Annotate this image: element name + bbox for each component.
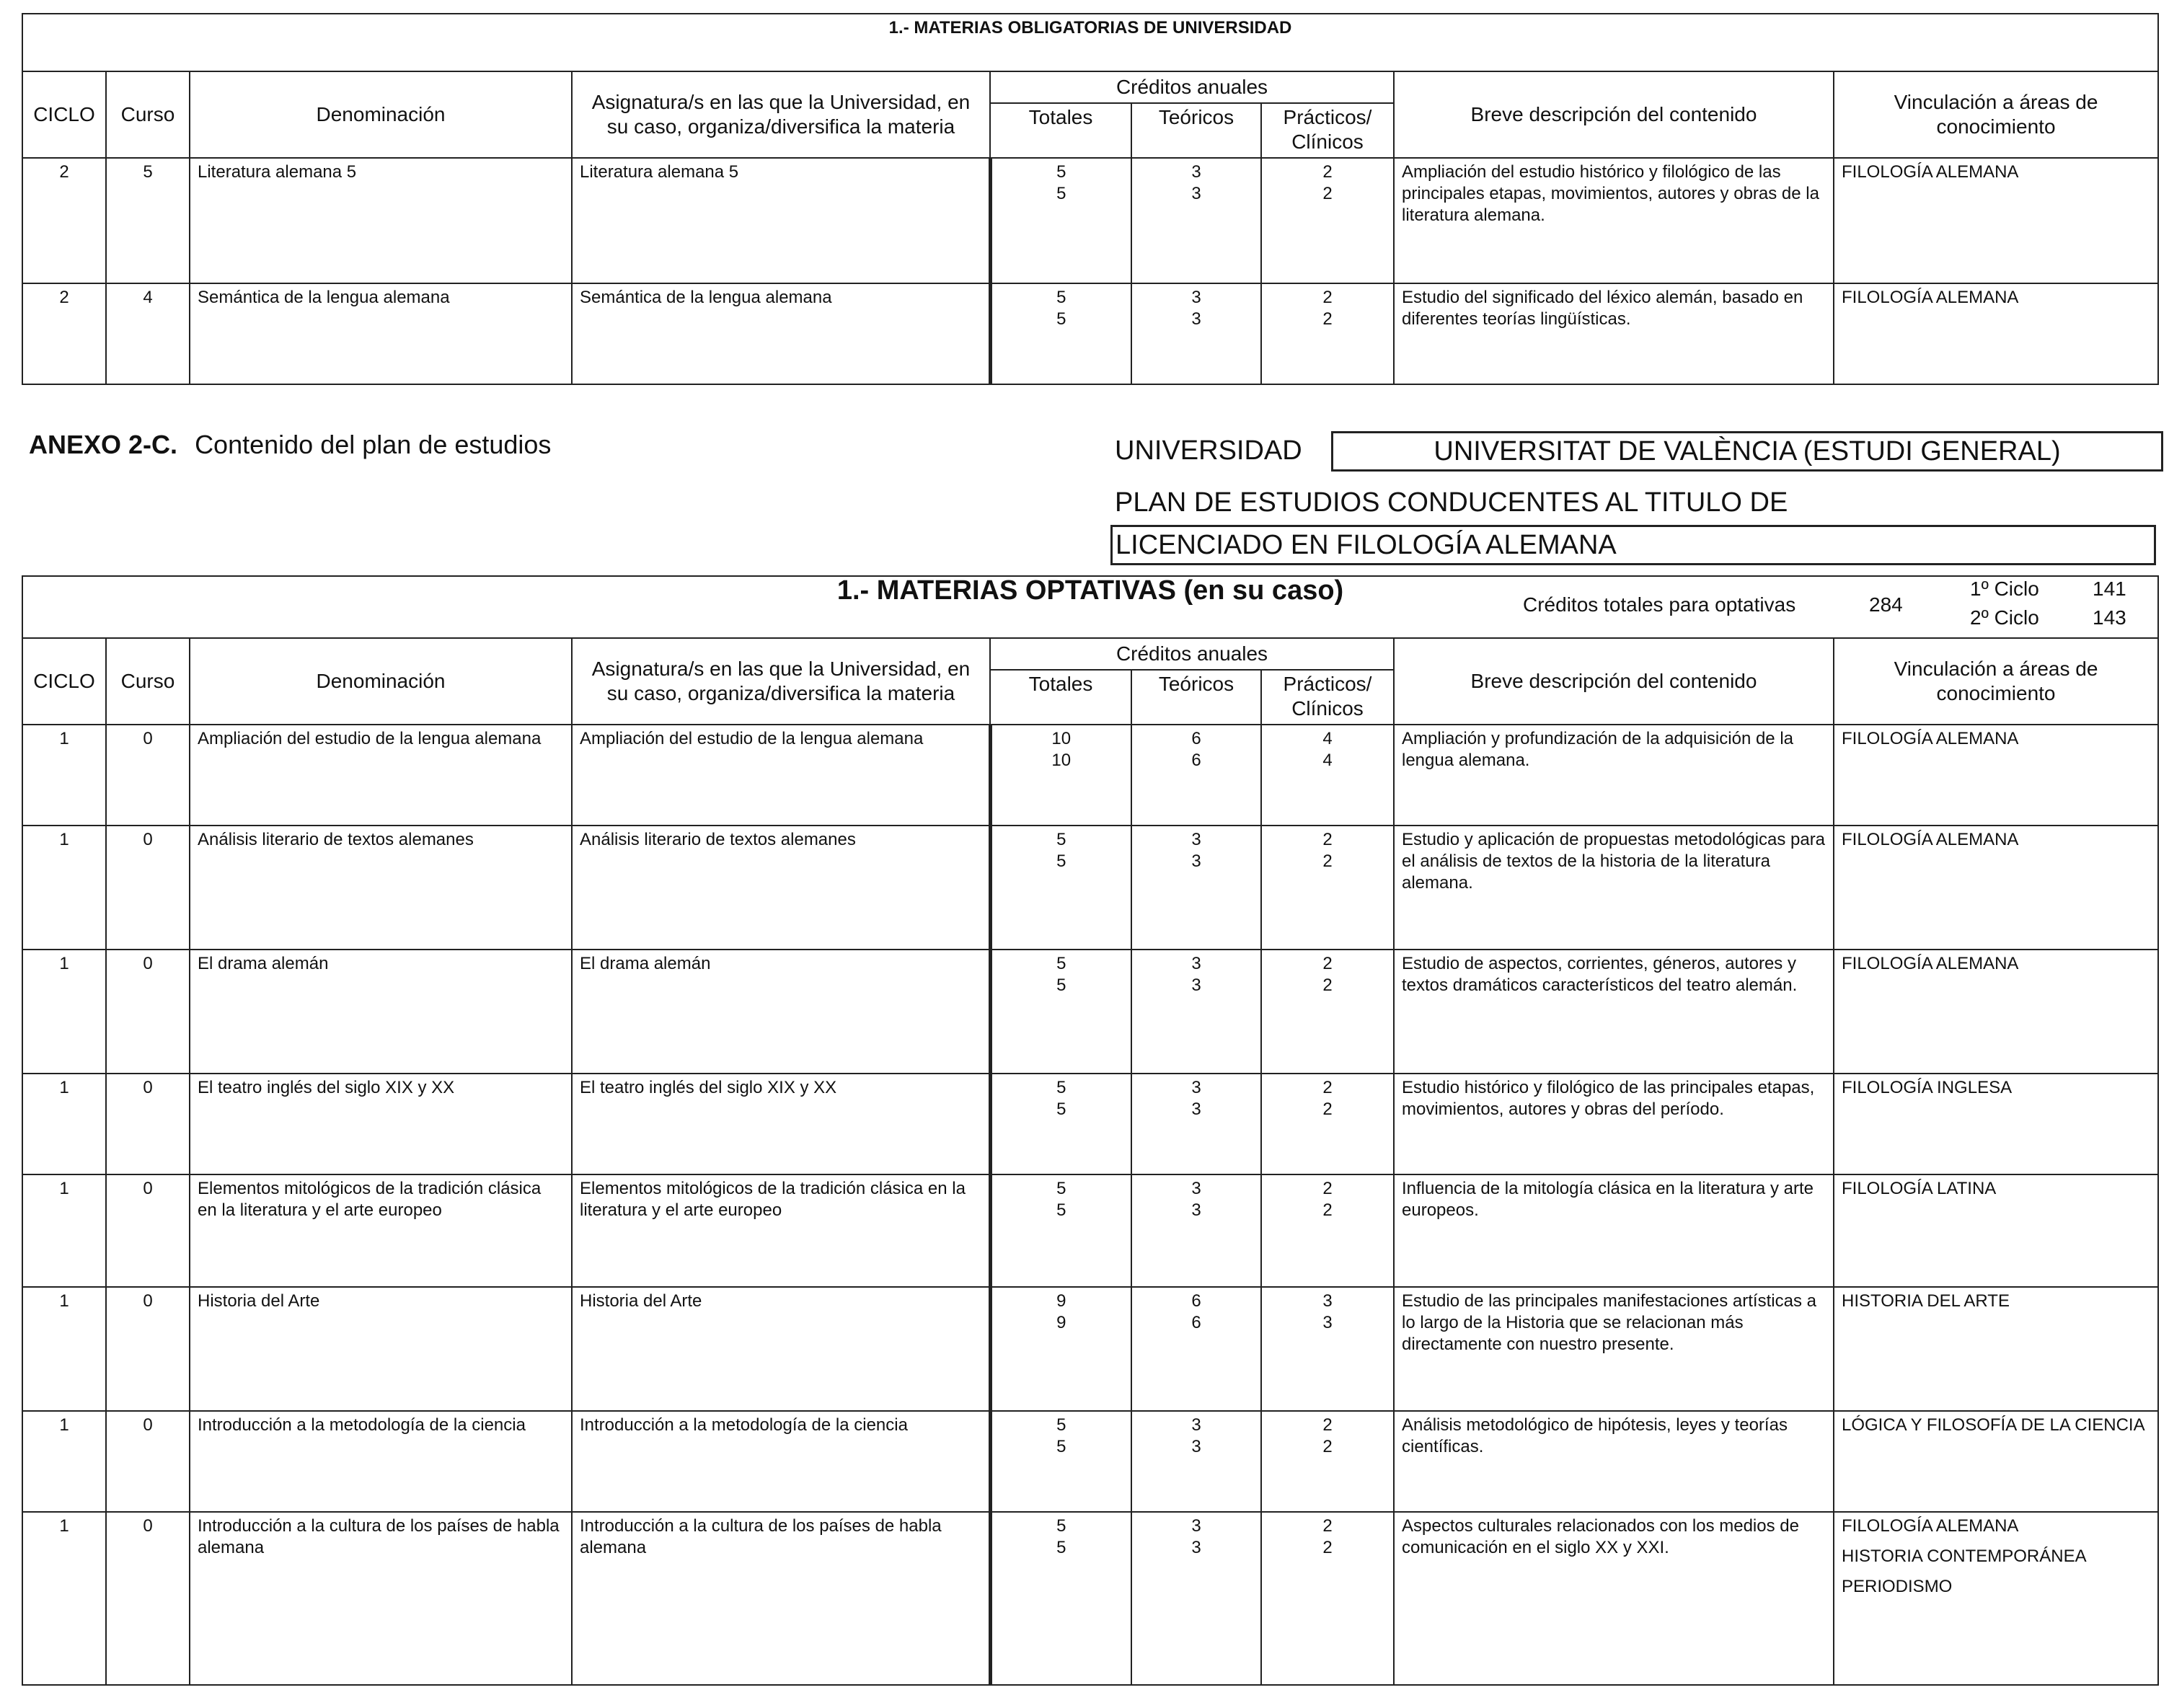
table-row bbox=[22, 1512, 2158, 1685]
table-row bbox=[22, 950, 2158, 1074]
area: FILOLOGÍA INGLESA bbox=[1834, 1074, 2158, 1174]
totales: 10 bbox=[1051, 751, 1072, 770]
curso: 0 bbox=[143, 729, 153, 748]
section-title: 1.- MATERIAS OBLIGATORIAS DE UNIVERSIDAD bbox=[22, 14, 2158, 71]
asignatura: Historia del Arte bbox=[580, 1291, 702, 1311]
ciclo1-label: 1º Ciclo bbox=[1970, 578, 2039, 600]
curso: 5 bbox=[143, 162, 153, 182]
denominacion: Análisis literario de textos alemanes bbox=[198, 830, 474, 849]
header-teoricos: Teóricos bbox=[1131, 670, 1261, 725]
totales: 5 bbox=[1056, 162, 1066, 182]
teoricos: 3 bbox=[1191, 1099, 1201, 1119]
descripcion: Estudio y aplicación de propuestas metodológicas para el análisis de textos de la historia de la literatura alemana. bbox=[1394, 826, 1834, 950]
teoricos: 3 bbox=[1191, 1437, 1201, 1456]
asignatura: Ampliación del estudio de la lengua alemana bbox=[580, 729, 924, 748]
practicos: 2 bbox=[1322, 184, 1333, 203]
teoricos: 3 bbox=[1191, 162, 1201, 182]
totales: 5 bbox=[1056, 184, 1066, 203]
curso: 0 bbox=[143, 830, 153, 849]
teoricos: 3 bbox=[1191, 975, 1201, 995]
header-curso: Curso bbox=[106, 638, 190, 725]
area: FILOLOGÍA ALEMANA bbox=[1834, 725, 2158, 826]
ciclo: 1 bbox=[59, 1179, 69, 1198]
header-practicos: Prácticos/ Clínicos bbox=[1261, 670, 1394, 725]
ciclo2-label: 2º Ciclo bbox=[1970, 606, 2039, 629]
area: FILOLOGÍA LATINA bbox=[1834, 1174, 2158, 1287]
totales: 5 bbox=[1056, 1516, 1066, 1536]
descripcion: Análisis metodológico de hipótesis, leyes y teorías científicas. bbox=[1394, 1411, 1834, 1512]
teoricos: 3 bbox=[1191, 288, 1201, 307]
practicos: 2 bbox=[1322, 1179, 1333, 1198]
header-totales: Totales bbox=[990, 670, 1131, 725]
ciclo: 2 bbox=[59, 288, 69, 307]
totales: 5 bbox=[1056, 1179, 1066, 1198]
ciclo: 2 bbox=[59, 162, 69, 182]
header-asignaturas: Asignatura/s en las que la Universidad, en su caso, organiza/diversifica la materia bbox=[572, 638, 990, 725]
descripcion: Influencia de la mitología clásica en la literatura y arte europeos. bbox=[1394, 1174, 1834, 1287]
practicos: 2 bbox=[1322, 1078, 1333, 1097]
area: FILOLOGÍA ALEMANA bbox=[1834, 283, 2158, 384]
totales: 5 bbox=[1056, 1437, 1066, 1456]
practicos: 2 bbox=[1322, 1415, 1333, 1435]
descripcion: Estudio histórico y filológico de las principales etapas, movimientos, autores y obras del período. bbox=[1394, 1074, 1834, 1174]
plan-label: PLAN DE ESTUDIOS CONDUCENTES AL TITULO DE bbox=[1115, 487, 1788, 518]
practicos: 2 bbox=[1322, 954, 1333, 973]
asignatura: Elementos mitológicos de la tradición clásica en la literatura y el arte europeo bbox=[580, 1179, 966, 1220]
titulo-value bbox=[1110, 525, 2156, 565]
table-row bbox=[22, 283, 2158, 384]
curso: 0 bbox=[143, 1291, 153, 1311]
universidad-text: UNIVERSITAT DE VALÈNCIA (ESTUDI GENERAL) bbox=[1434, 436, 2061, 466]
teoricos: 6 bbox=[1191, 729, 1201, 748]
teoricos: 3 bbox=[1191, 184, 1201, 203]
descripcion: Ampliación y profundización de la adquisición de la lengua alemana. bbox=[1394, 725, 1834, 826]
curso: 0 bbox=[143, 1516, 153, 1536]
totales: 5 bbox=[1056, 1415, 1066, 1435]
table-row bbox=[22, 1074, 2158, 1174]
denominacion: El teatro inglés del siglo XIX y XX bbox=[198, 1078, 455, 1097]
header-teoricos: Teóricos bbox=[1131, 103, 1261, 158]
denominacion: Historia del Arte bbox=[198, 1291, 320, 1311]
ciclo: 1 bbox=[59, 1078, 69, 1097]
teoricos: 3 bbox=[1191, 1516, 1201, 1536]
practicos: 4 bbox=[1322, 729, 1333, 748]
area: PERIODISMO bbox=[1842, 1577, 1953, 1596]
optativas-title-cell bbox=[22, 576, 2158, 638]
practicos: 2 bbox=[1322, 1437, 1333, 1456]
descripcion: Aspectos culturales relacionados con los medios de comunicación en el siglo XX y XXI. bbox=[1394, 1512, 1834, 1685]
area: FILOLOGÍA ALEMANA bbox=[1834, 950, 2158, 1074]
asignatura: Introducción a la cultura de los países de habla alemana bbox=[580, 1516, 942, 1557]
teoricos: 3 bbox=[1191, 309, 1201, 329]
teoricos: 3 bbox=[1191, 830, 1201, 849]
ciclo: 1 bbox=[59, 729, 69, 748]
area: FILOLOGÍA ALEMANA bbox=[1842, 1516, 2019, 1536]
totales: 5 bbox=[1056, 975, 1066, 995]
practicos: 2 bbox=[1322, 288, 1333, 307]
header-denominacion: Denominación bbox=[190, 71, 572, 158]
totales: 5 bbox=[1056, 309, 1066, 329]
ciclo1-value: 141 bbox=[2093, 578, 2126, 600]
asignatura: Semántica de la lengua alemana bbox=[580, 288, 832, 307]
denominacion: Ampliación del estudio de la lengua alemana bbox=[198, 729, 542, 748]
header-practicos: Prácticos/ Clínicos bbox=[1261, 103, 1394, 158]
practicos: 2 bbox=[1322, 162, 1333, 182]
annex-label: ANEXO 2-C. bbox=[29, 430, 178, 459]
header-vinculacion: Vinculación a áreas de conocimiento bbox=[1834, 71, 2158, 158]
teoricos: 6 bbox=[1191, 1313, 1201, 1332]
header-curso: Curso bbox=[106, 71, 190, 158]
header-descripcion: Breve descripción del contenido bbox=[1394, 638, 1834, 725]
table-row bbox=[22, 826, 2158, 950]
area: FILOLOGÍA ALEMANA bbox=[1834, 158, 2158, 283]
optativas-table bbox=[22, 575, 2159, 1686]
area: HISTORIA CONTEMPORÁNEA bbox=[1842, 1547, 2087, 1566]
table-row bbox=[22, 1174, 2158, 1287]
table-row bbox=[22, 725, 2158, 826]
denominacion: Literatura alemana 5 bbox=[198, 162, 357, 182]
header-asignaturas: Asignatura/s en las que la Universidad, en su caso, organiza/diversifica la materia bbox=[572, 71, 990, 158]
totales: 5 bbox=[1056, 1538, 1066, 1557]
descripcion: Estudio de aspectos, corrientes, géneros, autores y textos dramáticos característicos del teatro alemán. bbox=[1394, 950, 1834, 1074]
totales: 10 bbox=[1051, 729, 1072, 748]
universidad-value bbox=[1331, 431, 2163, 472]
practicos: 2 bbox=[1322, 851, 1333, 871]
totales: 5 bbox=[1056, 288, 1066, 307]
teoricos: 3 bbox=[1191, 954, 1201, 973]
descripcion: Ampliación del estudio histórico y filológico de las principales etapas, movimientos, autores y obras de la literatura alemana. bbox=[1394, 158, 1834, 283]
ciclo: 1 bbox=[59, 1516, 69, 1536]
descripcion: Estudio del significado del léxico alemán, basado en diferentes teorías lingüísticas. bbox=[1394, 283, 1834, 384]
header-ciclo: CICLO bbox=[22, 71, 106, 158]
table-row bbox=[22, 1411, 2158, 1512]
teoricos: 3 bbox=[1191, 851, 1201, 871]
denominacion: El drama alemán bbox=[198, 954, 329, 973]
totales: 5 bbox=[1056, 1200, 1066, 1220]
denominacion: Introducción a la metodología de la ciencia bbox=[198, 1415, 526, 1435]
teoricos: 6 bbox=[1191, 1291, 1201, 1311]
table-row bbox=[22, 158, 2158, 283]
teoricos: 3 bbox=[1191, 1179, 1201, 1198]
denominacion: Introducción a la cultura de los países de habla alemana bbox=[198, 1516, 560, 1557]
totales: 5 bbox=[1056, 1078, 1066, 1097]
creditos-totales-label: Créditos totales para optativas bbox=[1523, 593, 1796, 616]
header-creditos: Créditos anuales bbox=[990, 638, 1394, 670]
teoricos: 3 bbox=[1191, 1200, 1201, 1220]
practicos: 4 bbox=[1322, 751, 1333, 770]
header-vinculacion: Vinculación a áreas de conocimiento bbox=[1834, 638, 2158, 725]
ciclo2-value: 143 bbox=[2093, 606, 2126, 629]
annex-title: Contenido del plan de estudios bbox=[195, 430, 552, 459]
teoricos: 3 bbox=[1191, 1538, 1201, 1557]
ciclo: 1 bbox=[59, 1291, 69, 1311]
totales: 9 bbox=[1056, 1313, 1066, 1332]
totales: 5 bbox=[1056, 851, 1066, 871]
curso: 0 bbox=[143, 1179, 153, 1198]
practicos: 2 bbox=[1322, 1516, 1333, 1536]
totales: 5 bbox=[1056, 1099, 1066, 1119]
area: FILOLOGÍA ALEMANA bbox=[1834, 826, 2158, 950]
practicos: 2 bbox=[1322, 1200, 1333, 1220]
asignatura: El teatro inglés del siglo XIX y XX bbox=[580, 1078, 837, 1097]
header-creditos: Créditos anuales bbox=[990, 71, 1394, 103]
ciclo: 1 bbox=[59, 954, 69, 973]
curso: 0 bbox=[143, 1415, 153, 1435]
practicos: 3 bbox=[1322, 1291, 1333, 1311]
curso: 0 bbox=[143, 1078, 153, 1097]
curso: 0 bbox=[143, 954, 153, 973]
header-denominacion: Denominación bbox=[190, 638, 572, 725]
section-title: 1.- MATERIAS OPTATIVAS (en su caso) bbox=[836, 576, 1344, 606]
curso: 4 bbox=[143, 288, 153, 307]
practicos: 2 bbox=[1322, 830, 1333, 849]
header-ciclo: CICLO bbox=[22, 638, 106, 725]
teoricos: 6 bbox=[1191, 751, 1201, 770]
area-list bbox=[1834, 1512, 2158, 1685]
practicos: 2 bbox=[1322, 309, 1333, 329]
totales: 9 bbox=[1056, 1291, 1066, 1311]
practicos: 3 bbox=[1322, 1313, 1333, 1332]
descripcion: Estudio de las principales manifestaciones artísticas a lo largo de la Historia que se relacionan más directamente con nuestro presente. bbox=[1394, 1287, 1834, 1411]
titulo-text: LICENCIADO EN FILOLOGÍA ALEMANA bbox=[1116, 530, 1617, 560]
header-descripcion: Breve descripción del contenido bbox=[1394, 71, 1834, 158]
practicos: 2 bbox=[1322, 975, 1333, 995]
practicos: 2 bbox=[1322, 1099, 1333, 1119]
ciclo: 1 bbox=[59, 830, 69, 849]
area: HISTORIA DEL ARTE bbox=[1834, 1287, 2158, 1411]
ciclo: 1 bbox=[59, 1415, 69, 1435]
denominacion: Semántica de la lengua alemana bbox=[198, 288, 450, 307]
asignatura: Literatura alemana 5 bbox=[580, 162, 739, 182]
annex-heading bbox=[29, 430, 551, 460]
universidad-label: UNIVERSIDAD bbox=[1115, 435, 1302, 466]
teoricos: 3 bbox=[1191, 1078, 1201, 1097]
practicos: 2 bbox=[1322, 1538, 1333, 1557]
asignatura: El drama alemán bbox=[580, 954, 711, 973]
totales: 5 bbox=[1056, 830, 1066, 849]
header-totales: Totales bbox=[990, 103, 1131, 158]
area: LÓGICA Y FILOSOFÍA DE LA CIENCIA bbox=[1834, 1411, 2158, 1512]
denominacion: Elementos mitológicos de la tradición clásica en la literatura y el arte europeo bbox=[198, 1179, 542, 1220]
table-row bbox=[22, 1287, 2158, 1411]
asignatura: Introducción a la metodología de la ciencia bbox=[580, 1415, 908, 1435]
obligatorias-table bbox=[22, 13, 2159, 385]
totales: 5 bbox=[1056, 954, 1066, 973]
asignatura: Análisis literario de textos alemanes bbox=[580, 830, 856, 849]
creditos-totales-value: 284 bbox=[1869, 593, 1903, 616]
teoricos: 3 bbox=[1191, 1415, 1201, 1435]
